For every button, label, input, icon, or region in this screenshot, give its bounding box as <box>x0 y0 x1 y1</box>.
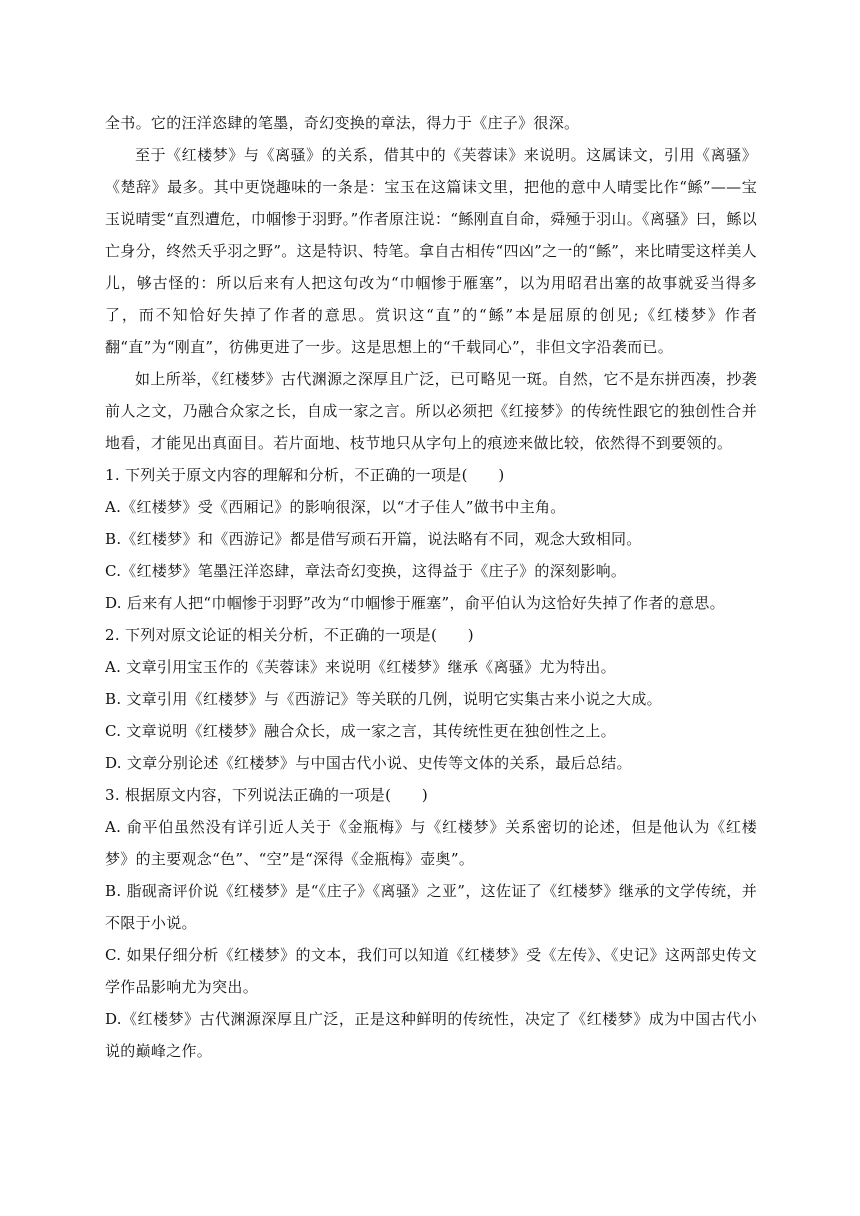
option-b: B. 脂砚斋评价说《红楼梦》是“《庄子》《离骚》之亚”，这佐证了《红楼梦》继承的文学传统，并不限于小说。 <box>105 882 757 932</box>
option-c: C. 如果仔细分析《红楼梦》的文本，我们可以知道《红楼梦》受《左传》、《史记》这两部史传文学作品影响尤为突出。 <box>105 946 757 996</box>
option-c: C. 文章说明《红楼梦》融合众长，成一家之言，其传统性更在独创性之上。 <box>105 722 616 740</box>
option-a: A.《红楼梦》受《西厢记》的影响很深，以“才子佳人”做书中主角。 <box>105 498 566 516</box>
question-2 <box>105 619 757 779</box>
passage-paragraph-continuation: 全书。它的汪洋恣肆的笔墨，奇幻变换的章法，得力于《庄子》很深。 <box>105 114 580 132</box>
question-stem: 1. 下列关于原文内容的理解和分析，不正确的一项是( ) <box>105 466 505 484</box>
option-d: D. 后来有人把“巾帼惨于羽野”改为“巾帼惨于雁塞”，俞平伯认为这恰好失掉了作者的意思。 <box>105 594 725 612</box>
option-d: D. 文章分别论述《红楼梦》与中国古代小说、史传等文体的关系，最后总结。 <box>105 754 632 772</box>
option-d: D.《红楼梦》古代渊源深厚且广泛，正是这种鲜明的传统性，决定了《红楼梦》成为中国古代小说的巅峰之作。 <box>105 1010 757 1060</box>
question-stem: 3. 根据原文内容，下列说法正确的一项是( ) <box>105 786 428 804</box>
passage-paragraph-lisao: 至于《红楼梦》与《离骚》的关系，借其中的《芙蓉诔》来说明。这属诔文，引用《离骚》《楚辞》最多。其中更饶趣味的一条是：宝玉在这篇诔文里，把他的意中人晴雯比作“鲧”——宝玉说晴雯“直烈遭危，巾帼惨于羽野。”作者原注说：“鲧刚直自命，舜殛于羽山。《离骚》曰，鲧以亡身分，终然夭乎羽之野”。这是特识、特笔。拿自古相传“四凶”之一的“鲧”，来比晴雯这样美人儿，够古怪的：所以后来有人把这句改为“巾帼惨于雁塞”，以为用昭君出塞的故事就妥当得多了，而不知恰好失掉了作者的意思。赏识这“直”的“鲧”本是屈原的创见;《红楼梦》作者翻“直”为“刚直”，彷佛更进了一步。这是思想上的“千载同心”，非但文字沿袭而已。 <box>105 146 757 356</box>
question-3 <box>105 779 757 1067</box>
question-1 <box>105 459 757 619</box>
document-page <box>105 107 757 1067</box>
option-b: B.《红楼梦》和《西游记》都是借写顽石开篇，说法略有不同，观念大致相同。 <box>105 530 642 548</box>
passage-paragraph-conclusion: 如上所举，《红楼梦》古代渊源之深厚且广泛，已可略见一斑。自然，它不是东拼西凑，抄袭前人之文，乃融合众家之长，自成一家之言。所以必须把《红接梦》的传统性跟它的独创性合并地看，才能见出真面目。若片面地、枝节地只从字句上的痕迹来做比较，依然得不到要领的。 <box>105 370 757 452</box>
option-a: A. 俞平伯虽然没有详引近人关于《金瓶梅》与《红楼梦》关系密切的论述，但是他认为《红楼梦》的主要观念“色”、“空”是“深得《金瓶梅》壶奥”。 <box>105 818 757 868</box>
option-c: C.《红楼梦》笔墨汪洋恣肆，章法奇幻变换，这得益于《庄子》的深刻影响。 <box>105 562 627 580</box>
option-a: A. 文章引用宝玉作的《芙蓉诔》来说明《红楼梦》继承《离骚》尤为特出。 <box>105 658 616 676</box>
question-stem: 2. 下列对原文论证的相关分析，不正确的一项是( ) <box>105 626 474 644</box>
option-b: B. 文章引用《红楼梦》与《西游记》等关联的几例，说明它实集古来小说之大成。 <box>105 690 662 708</box>
